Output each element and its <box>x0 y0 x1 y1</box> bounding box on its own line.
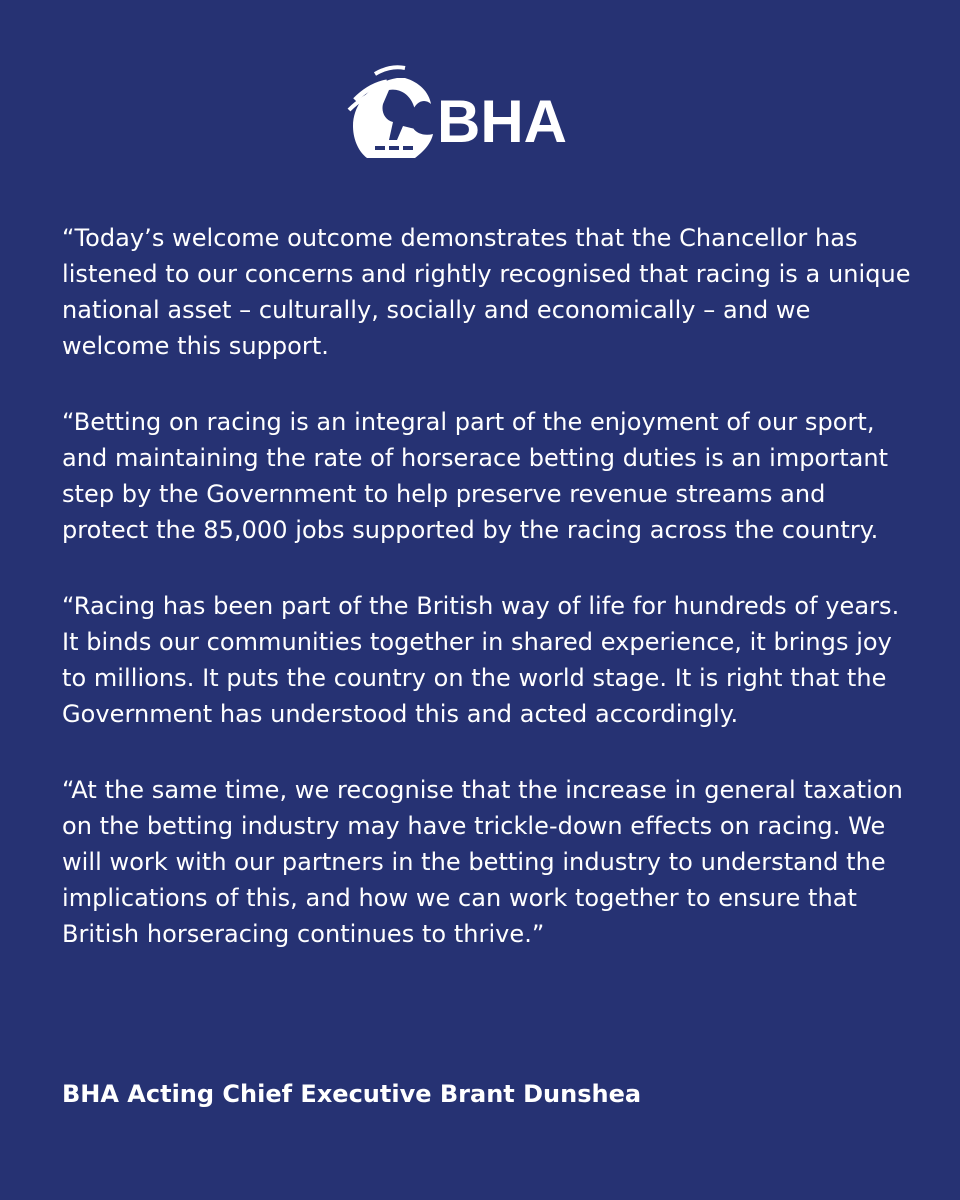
statement-body <box>62 220 912 992</box>
logo-text: BHA <box>437 88 567 155</box>
paragraph-3: “Racing has been part of the British way of life for hundreds of years. It binds our communities together in shared experience, it brings joy to millions. It puts the country on the world stage. It is right that the Government has understood this and acted accordingly. <box>62 592 900 728</box>
signature: BHA Acting Chief Executive Brant Dunshea <box>62 1080 642 1108</box>
paragraph-4: “At the same time, we recognise that the increase in general taxation on the betting industry may have trickle-down effects on racing. We will work with our partners in the betting industry to understand the implications of this, and how we can work together to ensure that British horseracing continues to thrive.” <box>62 776 903 948</box>
paragraph-2: “Betting on racing is an integral part of the enjoyment of our sport, and maintaining the rate of horserace betting duties is an important step by the Government to help preserve revenue streams and protect the 85,000 jobs supported by the racing across the country. <box>62 408 889 544</box>
bha-logo <box>345 60 585 160</box>
horse-head-icon <box>345 60 585 160</box>
paragraph-1: “Today’s welcome outcome demonstrates that the Chancellor has listened to our concerns and rightly recognised that racing is a unique national asset – culturally, socially and economically – and we welcome this support. <box>62 224 911 360</box>
